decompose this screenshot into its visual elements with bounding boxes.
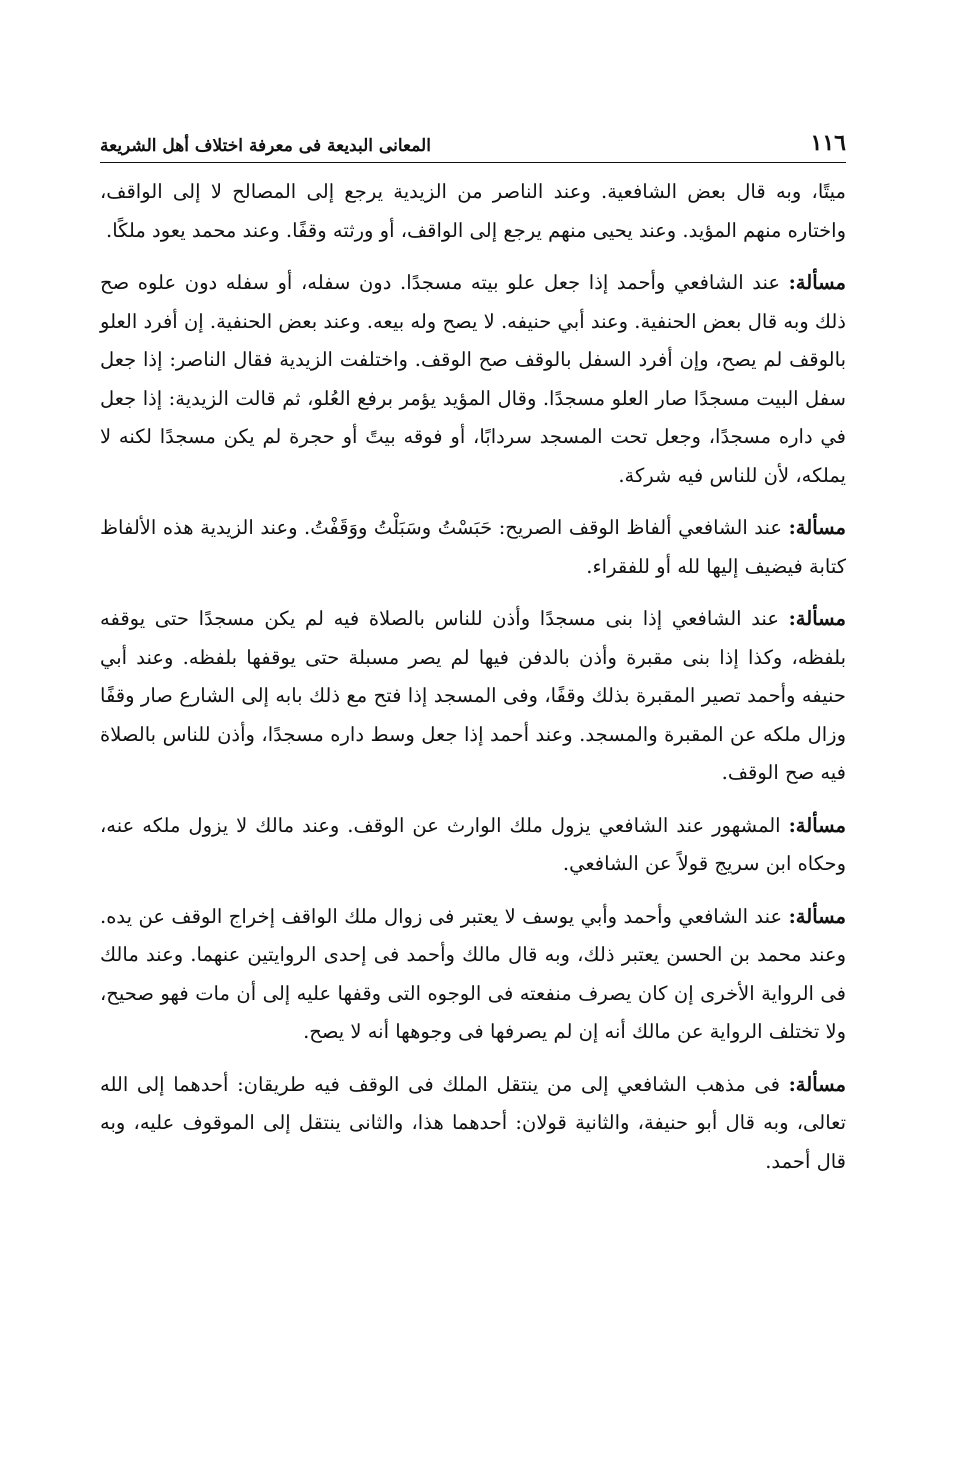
masala-text: عند الشافعي وأحمد إذا جعل علو بيته مسجدًا. دون سفله، أو سفله دون علوه صح ذلك وبه قال بعض الحنفية. وعند أبي حنيفه. لا يصح وله بيعه. وعند بعض الحنفية. إن أفرد العلو بالوقف لم يصح، وإن أفرد السفل بالوقف صح الوقف. واختلفت الزيدية فقال الناصر: إذا جعل سفل البيت مسجدًا صار العلو مسجدًا. وقال المؤيد يؤمر برفع العُلو، ثم قالت الزيدية: إذا جعل في داره مسجدًا، وجعل تحت المسجد سردابًا، أو فوقه بيتً أو حجرة لم يكن مسجدًا لكنه لا يملكه، لأن للناس فيه شركة.	[100, 271, 846, 487]
masala-paragraph	[100, 1066, 846, 1182]
masala-text: عند الشافعي ألفاظ الوقف الصريح: حَبَسْتُ وسَبَلْتُ ووَقَفْتُ. وعند الزيدية هذه الألفاظ كتابة فيضيف إليها لله أو للفقراء.	[100, 516, 846, 578]
masala-text: عند الشافعي إذا بنى مسجدًا وأذن للناس بالصلاة فيه لم يكن مسجدًا حتى يوقفه بلفظه، وكذا إذا بنى مقبرة وأذن بالدفن فيها لم يصر مسبلة حتى يوقفها بلفظه. وعند أبي حنيفه وأحمد تصير المقبرة بذلك وقفًا، وفى المسجد إذا فتح مع ذلك بابه إلى الشارع صار وقفًا وزال ملكه عن المقبرة والمسجد. وعند أحمد إذا جعل وسط داره مسجدًا، وأذن للناس بالصلاة فيه صح الوقف.	[100, 607, 846, 784]
masala-label: مسألة:	[788, 813, 846, 837]
masala-label: مسألة:	[788, 607, 846, 630]
masala-text: المشهور عند الشافعي يزول ملك الوارث عن الوقف. وعند مالك لا يزول ملكه عنه، وحكاه ابن سريج قولاً عن الشافعي.	[100, 813, 846, 875]
page-number: ١١٦	[810, 130, 846, 156]
masala-paragraph	[100, 600, 846, 793]
masala-paragraph	[100, 898, 846, 1052]
running-header	[100, 118, 846, 163]
masala-paragraph	[100, 264, 846, 495]
masala-paragraph	[100, 807, 846, 884]
masala-text: عند الشافعي وأحمد وأبي يوسف لا يعتبر فى زوال ملك الواقف إخراج الوقف عن يده. وعند محمد بن الحسن يعتبر ذلك، وبه قال مالك وأحمد فى إحدى الروايتين عنهما. وعند مالك فى الرواية الأخرى إن كان يصرف منفعته فى الوجوه التى وقفها عليه إلى أن مات فهو صحيح، ولا تختلف الرواية عن مالك أنه إن لم يصرفها فى وجوهها أنه لا يصح.	[100, 904, 846, 1043]
masala-paragraph	[100, 509, 846, 586]
page-body	[100, 163, 846, 1181]
masala-label: مسألة:	[788, 516, 846, 539]
masala-label: مسألة:	[788, 1072, 846, 1096]
masala-text: فى مذهب الشافعي إلى من ينتقل الملك فى الوقف فيه طريقان: أحدهما إلى الله تعالى، وبه قال أبو حنيفة، والثانية قولان: أحدهما هذا، والثانى ينتقل إلى الموقوف عليه، وبه قال أحمد.	[100, 1072, 846, 1173]
intro-paragraph: ميتًا، وبه قال بعض الشافعية. وعند الناصر من الزيدية يرجع إلى المصالح لا إلى الواقف، واختاره منهم المؤيد. وعند يحيى منهم يرجع إلى الواقف، أو ورثته وقفًا. وعند محمد يعود ملكًا.	[100, 180, 846, 242]
book-title: المعانى البديعة فى معرفة اختلاف أهل الشريعة	[100, 136, 431, 156]
masala-label: مسألة:	[788, 271, 846, 294]
masala-label: مسألة:	[788, 904, 846, 928]
